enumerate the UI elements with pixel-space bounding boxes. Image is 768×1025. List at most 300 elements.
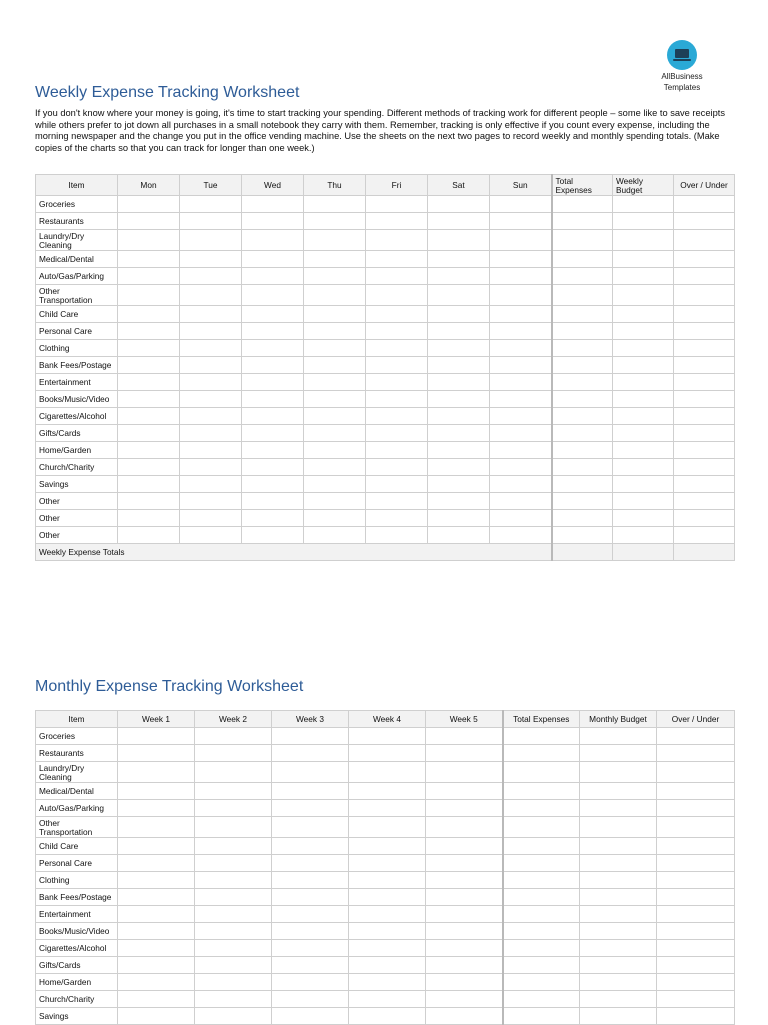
entry-cell[interactable] [349,991,426,1008]
entry-cell[interactable] [552,442,613,459]
entry-cell[interactable] [272,855,349,872]
entry-cell[interactable] [272,974,349,991]
entry-cell[interactable] [195,872,272,889]
entry-cell[interactable] [242,251,304,268]
entry-cell[interactable] [613,374,674,391]
entry-cell[interactable] [180,442,242,459]
entry-cell[interactable] [490,285,552,306]
entry-cell[interactable] [349,745,426,762]
entry-cell[interactable] [272,906,349,923]
entry-cell[interactable] [657,957,735,974]
entry-cell[interactable] [428,340,490,357]
entry-cell[interactable] [580,991,657,1008]
entry-cell[interactable] [304,213,366,230]
entry-cell[interactable] [428,374,490,391]
entry-cell[interactable] [428,285,490,306]
entry-cell[interactable] [242,493,304,510]
entry-cell[interactable] [366,196,428,213]
entry-cell[interactable] [657,817,735,838]
entry-cell[interactable] [366,425,428,442]
entry-cell[interactable] [272,923,349,940]
entry-cell[interactable] [242,425,304,442]
entry-cell[interactable] [657,800,735,817]
entry-cell[interactable] [428,323,490,340]
entry-cell[interactable] [242,408,304,425]
entry-cell[interactable] [180,285,242,306]
entry-cell[interactable] [272,762,349,783]
entry-cell[interactable] [366,230,428,251]
entry-cell[interactable] [272,991,349,1008]
entry-cell[interactable] [426,957,503,974]
entry-cell[interactable] [304,510,366,527]
entry-cell[interactable] [118,745,195,762]
entry-cell[interactable] [580,940,657,957]
entry-cell[interactable] [426,838,503,855]
entry-cell[interactable] [195,957,272,974]
entry-cell[interactable] [428,510,490,527]
entry-cell[interactable] [304,340,366,357]
entry-cell[interactable] [118,974,195,991]
entry-cell[interactable] [195,906,272,923]
entry-cell[interactable] [490,510,552,527]
entry-cell[interactable] [674,459,735,476]
entry-cell[interactable] [503,783,580,800]
entry-cell[interactable] [195,745,272,762]
entry-cell[interactable] [304,476,366,493]
entry-cell[interactable] [195,940,272,957]
entry-cell[interactable] [426,1008,503,1025]
entry-cell[interactable] [195,923,272,940]
entry-cell[interactable] [674,391,735,408]
entry-cell[interactable] [118,889,195,906]
entry-cell[interactable] [657,872,735,889]
entry-cell[interactable] [674,476,735,493]
entry-cell[interactable] [180,374,242,391]
entry-cell[interactable] [349,872,426,889]
entry-cell[interactable] [118,213,180,230]
entry-cell[interactable] [428,391,490,408]
entry-cell[interactable] [118,408,180,425]
total-cell[interactable] [552,544,613,561]
entry-cell[interactable] [118,817,195,838]
entry-cell[interactable] [426,940,503,957]
entry-cell[interactable] [118,762,195,783]
entry-cell[interactable] [426,923,503,940]
entry-cell[interactable] [118,728,195,745]
entry-cell[interactable] [304,493,366,510]
entry-cell[interactable] [674,285,735,306]
entry-cell[interactable] [503,838,580,855]
entry-cell[interactable] [242,476,304,493]
entry-cell[interactable] [657,762,735,783]
entry-cell[interactable] [118,306,180,323]
entry-cell[interactable] [428,230,490,251]
entry-cell[interactable] [195,762,272,783]
entry-cell[interactable] [349,974,426,991]
entry-cell[interactable] [428,357,490,374]
entry-cell[interactable] [180,323,242,340]
entry-cell[interactable] [349,923,426,940]
entry-cell[interactable] [349,728,426,745]
entry-cell[interactable] [657,889,735,906]
entry-cell[interactable] [613,459,674,476]
entry-cell[interactable] [657,923,735,940]
entry-cell[interactable] [349,800,426,817]
entry-cell[interactable] [242,340,304,357]
entry-cell[interactable] [180,527,242,544]
entry-cell[interactable] [490,357,552,374]
entry-cell[interactable] [552,459,613,476]
entry-cell[interactable] [580,889,657,906]
entry-cell[interactable] [552,306,613,323]
entry-cell[interactable] [272,728,349,745]
entry-cell[interactable] [242,510,304,527]
entry-cell[interactable] [304,425,366,442]
entry-cell[interactable] [490,230,552,251]
entry-cell[interactable] [674,374,735,391]
entry-cell[interactable] [657,940,735,957]
entry-cell[interactable] [426,906,503,923]
entry-cell[interactable] [180,391,242,408]
entry-cell[interactable] [490,476,552,493]
entry-cell[interactable] [180,230,242,251]
entry-cell[interactable] [272,957,349,974]
entry-cell[interactable] [242,527,304,544]
entry-cell[interactable] [242,323,304,340]
entry-cell[interactable] [366,493,428,510]
entry-cell[interactable] [552,340,613,357]
entry-cell[interactable] [195,783,272,800]
entry-cell[interactable] [366,285,428,306]
entry-cell[interactable] [366,374,428,391]
entry-cell[interactable] [195,974,272,991]
entry-cell[interactable] [426,974,503,991]
entry-cell[interactable] [490,459,552,476]
entry-cell[interactable] [426,889,503,906]
entry-cell[interactable] [552,476,613,493]
entry-cell[interactable] [428,408,490,425]
entry-cell[interactable] [272,838,349,855]
entry-cell[interactable] [304,306,366,323]
entry-cell[interactable] [674,357,735,374]
entry-cell[interactable] [118,251,180,268]
entry-cell[interactable] [580,957,657,974]
entry-cell[interactable] [580,923,657,940]
entry-cell[interactable] [366,340,428,357]
entry-cell[interactable] [242,391,304,408]
entry-cell[interactable] [366,442,428,459]
entry-cell[interactable] [428,213,490,230]
entry-cell[interactable] [195,817,272,838]
entry-cell[interactable] [366,357,428,374]
entry-cell[interactable] [272,800,349,817]
entry-cell[interactable] [613,213,674,230]
entry-cell[interactable] [349,762,426,783]
entry-cell[interactable] [613,357,674,374]
entry-cell[interactable] [613,391,674,408]
entry-cell[interactable] [490,493,552,510]
entry-cell[interactable] [304,285,366,306]
entry-cell[interactable] [180,340,242,357]
entry-cell[interactable] [118,425,180,442]
entry-cell[interactable] [118,923,195,940]
entry-cell[interactable] [428,251,490,268]
entry-cell[interactable] [349,1008,426,1025]
entry-cell[interactable] [503,800,580,817]
entry-cell[interactable] [613,251,674,268]
entry-cell[interactable] [118,285,180,306]
entry-cell[interactable] [613,476,674,493]
entry-cell[interactable] [426,783,503,800]
entry-cell[interactable] [613,268,674,285]
entry-cell[interactable] [180,213,242,230]
entry-cell[interactable] [674,306,735,323]
total-cell[interactable] [674,544,735,561]
entry-cell[interactable] [503,906,580,923]
entry-cell[interactable] [580,762,657,783]
entry-cell[interactable] [613,425,674,442]
entry-cell[interactable] [552,285,613,306]
entry-cell[interactable] [118,838,195,855]
entry-cell[interactable] [304,268,366,285]
entry-cell[interactable] [304,408,366,425]
entry-cell[interactable] [304,230,366,251]
entry-cell[interactable] [613,196,674,213]
entry-cell[interactable] [503,991,580,1008]
entry-cell[interactable] [118,374,180,391]
entry-cell[interactable] [349,855,426,872]
entry-cell[interactable] [118,476,180,493]
entry-cell[interactable] [242,268,304,285]
entry-cell[interactable] [503,940,580,957]
entry-cell[interactable] [613,510,674,527]
entry-cell[interactable] [242,213,304,230]
entry-cell[interactable] [366,251,428,268]
entry-cell[interactable] [349,783,426,800]
entry-cell[interactable] [428,196,490,213]
entry-cell[interactable] [242,230,304,251]
entry-cell[interactable] [366,391,428,408]
entry-cell[interactable] [674,230,735,251]
entry-cell[interactable] [426,872,503,889]
entry-cell[interactable] [490,374,552,391]
entry-cell[interactable] [657,838,735,855]
entry-cell[interactable] [180,251,242,268]
entry-cell[interactable] [195,1008,272,1025]
entry-cell[interactable] [580,855,657,872]
entry-cell[interactable] [552,527,613,544]
entry-cell[interactable] [674,425,735,442]
total-cell[interactable] [613,544,674,561]
entry-cell[interactable] [366,459,428,476]
entry-cell[interactable] [195,855,272,872]
entry-cell[interactable] [674,510,735,527]
entry-cell[interactable] [674,268,735,285]
entry-cell[interactable] [272,745,349,762]
entry-cell[interactable] [195,838,272,855]
entry-cell[interactable] [304,323,366,340]
entry-cell[interactable] [304,442,366,459]
entry-cell[interactable] [180,306,242,323]
entry-cell[interactable] [674,527,735,544]
entry-cell[interactable] [195,889,272,906]
entry-cell[interactable] [118,855,195,872]
entry-cell[interactable] [195,800,272,817]
entry-cell[interactable] [657,783,735,800]
entry-cell[interactable] [426,855,503,872]
entry-cell[interactable] [366,306,428,323]
entry-cell[interactable] [552,323,613,340]
entry-cell[interactable] [426,800,503,817]
entry-cell[interactable] [272,872,349,889]
entry-cell[interactable] [349,906,426,923]
entry-cell[interactable] [118,800,195,817]
entry-cell[interactable] [428,425,490,442]
entry-cell[interactable] [426,991,503,1008]
entry-cell[interactable] [503,855,580,872]
entry-cell[interactable] [366,213,428,230]
entry-cell[interactable] [613,340,674,357]
entry-cell[interactable] [242,306,304,323]
entry-cell[interactable] [366,527,428,544]
entry-cell[interactable] [118,323,180,340]
entry-cell[interactable] [503,957,580,974]
entry-cell[interactable] [118,906,195,923]
entry-cell[interactable] [580,838,657,855]
entry-cell[interactable] [118,196,180,213]
entry-cell[interactable] [118,230,180,251]
entry-cell[interactable] [349,889,426,906]
entry-cell[interactable] [242,357,304,374]
entry-cell[interactable] [118,510,180,527]
entry-cell[interactable] [242,374,304,391]
entry-cell[interactable] [490,527,552,544]
entry-cell[interactable] [195,728,272,745]
entry-cell[interactable] [304,527,366,544]
entry-cell[interactable] [304,459,366,476]
entry-cell[interactable] [490,196,552,213]
entry-cell[interactable] [552,510,613,527]
entry-cell[interactable] [428,268,490,285]
entry-cell[interactable] [272,889,349,906]
entry-cell[interactable] [552,230,613,251]
entry-cell[interactable] [674,493,735,510]
entry-cell[interactable] [580,745,657,762]
entry-cell[interactable] [349,817,426,838]
entry-cell[interactable] [674,340,735,357]
entry-cell[interactable] [503,817,580,838]
entry-cell[interactable] [366,510,428,527]
entry-cell[interactable] [580,872,657,889]
entry-cell[interactable] [580,800,657,817]
entry-cell[interactable] [180,408,242,425]
entry-cell[interactable] [428,306,490,323]
entry-cell[interactable] [426,745,503,762]
entry-cell[interactable] [118,391,180,408]
entry-cell[interactable] [503,872,580,889]
entry-cell[interactable] [490,391,552,408]
entry-cell[interactable] [118,872,195,889]
entry-cell[interactable] [118,527,180,544]
entry-cell[interactable] [613,493,674,510]
entry-cell[interactable] [180,510,242,527]
entry-cell[interactable] [657,974,735,991]
entry-cell[interactable] [118,340,180,357]
entry-cell[interactable] [242,442,304,459]
entry-cell[interactable] [552,196,613,213]
entry-cell[interactable] [580,817,657,838]
entry-cell[interactable] [428,442,490,459]
entry-cell[interactable] [118,940,195,957]
entry-cell[interactable] [503,745,580,762]
entry-cell[interactable] [118,268,180,285]
entry-cell[interactable] [428,476,490,493]
entry-cell[interactable] [613,306,674,323]
entry-cell[interactable] [674,323,735,340]
entry-cell[interactable] [180,196,242,213]
entry-cell[interactable] [272,940,349,957]
entry-cell[interactable] [428,493,490,510]
entry-cell[interactable] [490,213,552,230]
entry-cell[interactable] [503,889,580,906]
entry-cell[interactable] [613,442,674,459]
entry-cell[interactable] [490,251,552,268]
entry-cell[interactable] [118,357,180,374]
entry-cell[interactable] [304,196,366,213]
entry-cell[interactable] [180,493,242,510]
entry-cell[interactable] [552,408,613,425]
entry-cell[interactable] [426,762,503,783]
entry-cell[interactable] [580,783,657,800]
entry-cell[interactable] [613,285,674,306]
entry-cell[interactable] [674,251,735,268]
entry-cell[interactable] [272,1008,349,1025]
entry-cell[interactable] [426,817,503,838]
entry-cell[interactable] [304,374,366,391]
entry-cell[interactable] [428,527,490,544]
entry-cell[interactable] [503,1008,580,1025]
entry-cell[interactable] [366,323,428,340]
entry-cell[interactable] [349,940,426,957]
entry-cell[interactable] [118,957,195,974]
entry-cell[interactable] [272,817,349,838]
entry-cell[interactable] [580,1008,657,1025]
entry-cell[interactable] [552,425,613,442]
entry-cell[interactable] [657,906,735,923]
entry-cell[interactable] [366,268,428,285]
entry-cell[interactable] [195,991,272,1008]
entry-cell[interactable] [613,408,674,425]
entry-cell[interactable] [118,442,180,459]
entry-cell[interactable] [490,442,552,459]
entry-cell[interactable] [304,391,366,408]
entry-cell[interactable] [552,213,613,230]
entry-cell[interactable] [503,762,580,783]
entry-cell[interactable] [674,442,735,459]
entry-cell[interactable] [580,974,657,991]
entry-cell[interactable] [657,728,735,745]
entry-cell[interactable] [580,728,657,745]
entry-cell[interactable] [272,783,349,800]
entry-cell[interactable] [118,493,180,510]
entry-cell[interactable] [180,357,242,374]
entry-cell[interactable] [349,957,426,974]
entry-cell[interactable] [552,357,613,374]
entry-cell[interactable] [503,974,580,991]
entry-cell[interactable] [118,991,195,1008]
entry-cell[interactable] [304,357,366,374]
entry-cell[interactable] [490,323,552,340]
